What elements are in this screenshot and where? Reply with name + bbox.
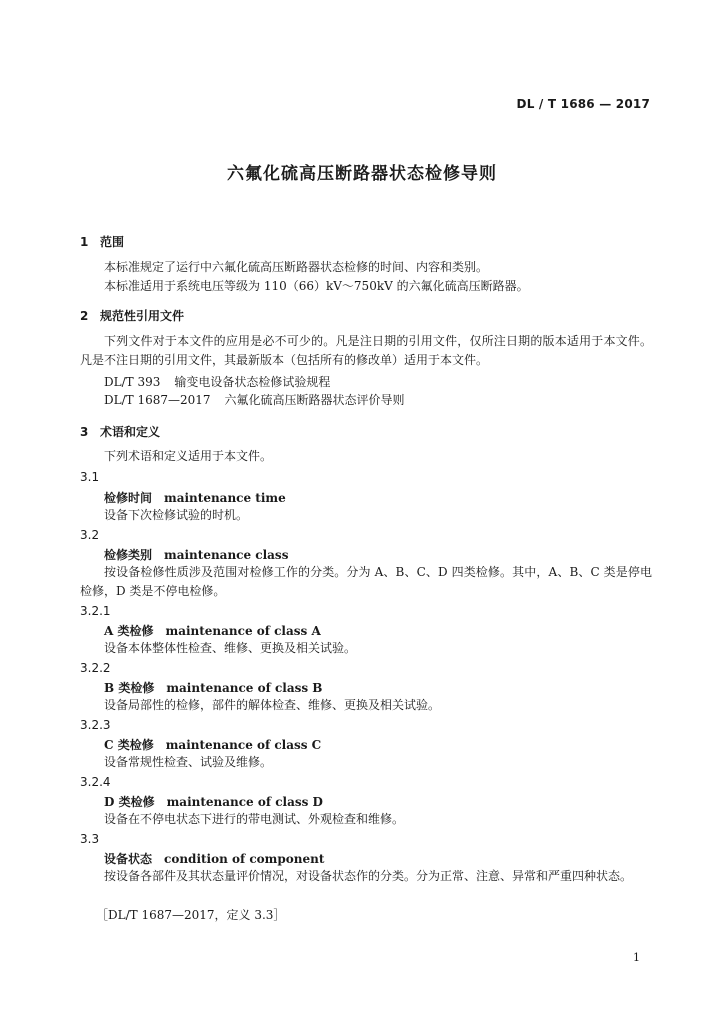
clause-number: 3.1 (80, 470, 100, 484)
term-heading (104, 546, 288, 563)
term-definition: 设备在不停电状态下进行的带电测试、外观检查和维修。 (104, 812, 405, 826)
term-heading (104, 679, 322, 696)
reference-item (104, 374, 330, 390)
term-heading (104, 736, 321, 753)
term-definition: 设备局部性的检修，部件的解体检查、维修、更换及相关试验。 (104, 698, 441, 712)
clause-number: 3.2.2 (80, 661, 111, 675)
term-definition: 设备下次检修试验的时机。 (104, 508, 249, 522)
term-en: maintenance time (164, 491, 286, 505)
term-source: ［DL/T 1687—2017，定义 3.3］ (96, 908, 286, 922)
clause-number: 3.2.3 (80, 718, 111, 732)
section-number: 1 (80, 235, 89, 249)
term-heading (104, 489, 286, 506)
page-title: 六氟化硫高压断路器状态检修导则 (227, 164, 497, 184)
scope-paragraph-1: 本标准规定了运行中六氟化硫高压断路器状态检修的时间、内容和类别。 (104, 260, 489, 274)
term-definition: 按设备各部件及其状态量评价情况，对设备状态作的分类。分为正常、注意、异常和严重四种状态。 (104, 869, 633, 883)
section-title: 规范性引用文件 (100, 309, 185, 323)
term-en: maintenance of class A (165, 624, 321, 638)
reference-item (104, 392, 405, 408)
reference-name: 输变电设备状态检修试验规程 (174, 375, 331, 389)
term-definition: 设备常规性检查、试验及维修。 (104, 755, 273, 769)
standard-code: DL / T 1686 — 2017 (516, 97, 650, 111)
clause-number: 3.2 (80, 528, 100, 542)
reference-code: DL/T 393 (104, 375, 161, 389)
term-cn: A 类检修 (104, 624, 154, 638)
clause-number: 3.2.4 (80, 775, 111, 789)
term-cn: 检修时间 (104, 491, 153, 505)
normative-references-paragraph: 下列文件对于本文件的应用是必不可少的。凡是注日期的引用文件，仅所注日期的版本适用于本文件。凡是不注日期的引用文件，其最新版本（包括所有的修改单）适用于本文件。 (80, 334, 652, 367)
section-number: 2 (80, 309, 89, 323)
clause-number: 3.3 (80, 832, 100, 846)
scope-paragraph-2: 本标准适用于系统电压等级为 110（66）kV～750kV 的六氟化硫高压断路器。 (104, 279, 529, 293)
term-definition: 按设备检修性质涉及范围对检修工作的分类。分为 A、B、C、D 四类检修。其中，A、B、C 类是停电检修，D 类是不停电检修。 (80, 565, 652, 598)
term-cn: D 类检修 (104, 795, 155, 809)
term-en: maintenance class (164, 548, 289, 562)
section-title: 术语和定义 (100, 425, 161, 439)
section-3-heading (80, 423, 160, 440)
term-cn: 检修类别 (104, 548, 153, 562)
term-heading (104, 622, 321, 639)
term-heading (104, 850, 324, 867)
page-number: 1 (633, 951, 640, 964)
section-2-heading (80, 307, 184, 324)
term-en: condition of component (164, 852, 325, 866)
term-en: maintenance of class B (166, 681, 323, 695)
reference-name: 六氟化硫高压断路器状态评价导则 (224, 393, 405, 407)
term-cn: B 类检修 (104, 681, 155, 695)
term-definition: 设备本体整体性检查、维修、更换及相关试验。 (104, 641, 357, 655)
terms-intro: 下列术语和定义适用于本文件。 (104, 449, 273, 463)
reference-code: DL/T 1687—2017 (104, 393, 211, 407)
term-heading (104, 793, 323, 810)
clause-number: 3.2.1 (80, 604, 111, 618)
section-number: 3 (80, 425, 89, 439)
term-en: maintenance of class D (166, 795, 323, 809)
term-cn: C 类检修 (104, 738, 154, 752)
section-title: 范围 (100, 235, 125, 249)
term-en: maintenance of class C (165, 738, 322, 752)
section-1-heading (80, 233, 124, 250)
term-cn: 设备状态 (104, 852, 153, 866)
